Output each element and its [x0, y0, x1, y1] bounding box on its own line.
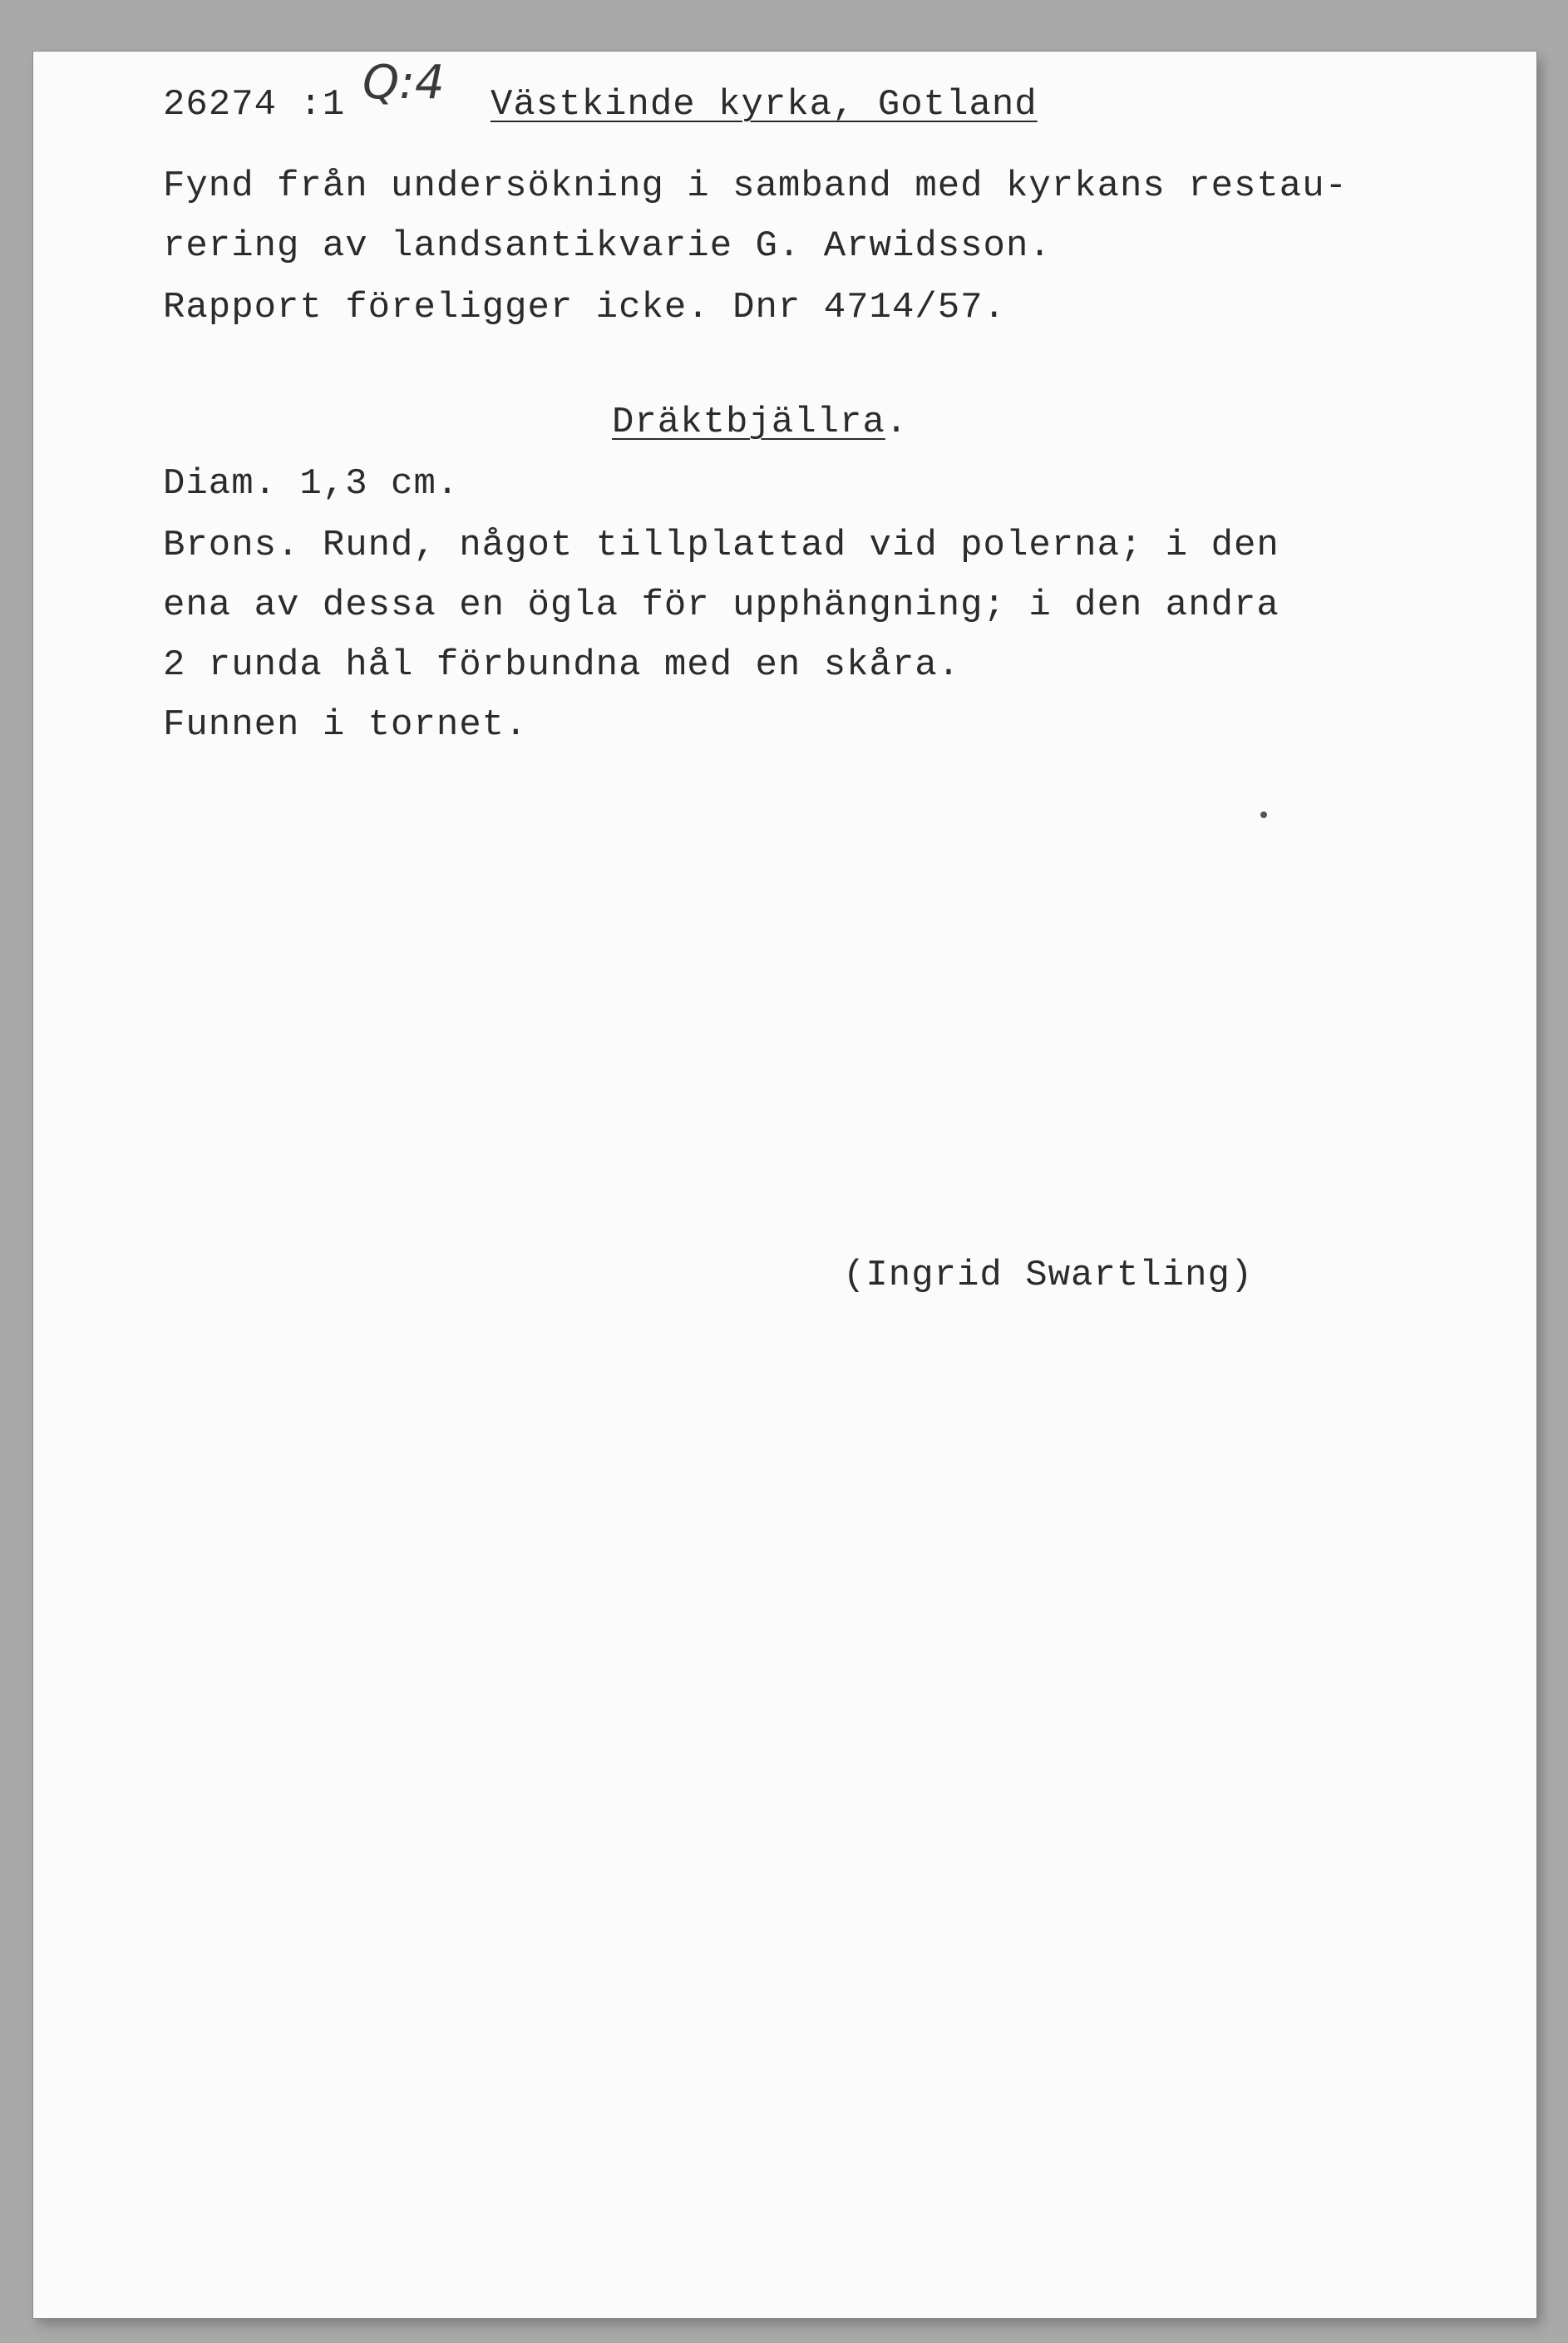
object-title-period: .	[885, 402, 909, 443]
handwritten-note: Q:4	[362, 56, 445, 110]
catalog-number: 26274 :1	[163, 84, 346, 126]
catalog-card	[33, 52, 1536, 2318]
description-line-1: Diam. 1,3 cm.	[163, 463, 460, 505]
paper-speck	[1260, 811, 1267, 818]
description-line-2: Brons. Rund, något tillplattad vid polerna; i den	[163, 525, 1280, 566]
intro-line-2: rering av landsantikvarie G. Arwidsson.	[163, 225, 1052, 267]
intro-line-3: Rapport föreligger icke. Dnr 4714/57.	[163, 287, 1006, 328]
object-title: Dräktbjällra	[612, 402, 885, 443]
description-line-5: Funnen i tornet.	[163, 704, 528, 746]
intro-line-1: Fynd från undersökning i samband med kyrkans restau-	[163, 165, 1349, 207]
object-title-block	[612, 404, 908, 441]
location-title: Västkinde kyrka, Gotland	[491, 84, 1038, 126]
author-signature: (Ingrid Swartling)	[843, 1255, 1254, 1296]
description-line-3: ena av dessa en ögla för upphängning; i den andra	[163, 585, 1280, 626]
description-line-4: 2 runda hål förbundna med en skåra.	[163, 644, 961, 686]
